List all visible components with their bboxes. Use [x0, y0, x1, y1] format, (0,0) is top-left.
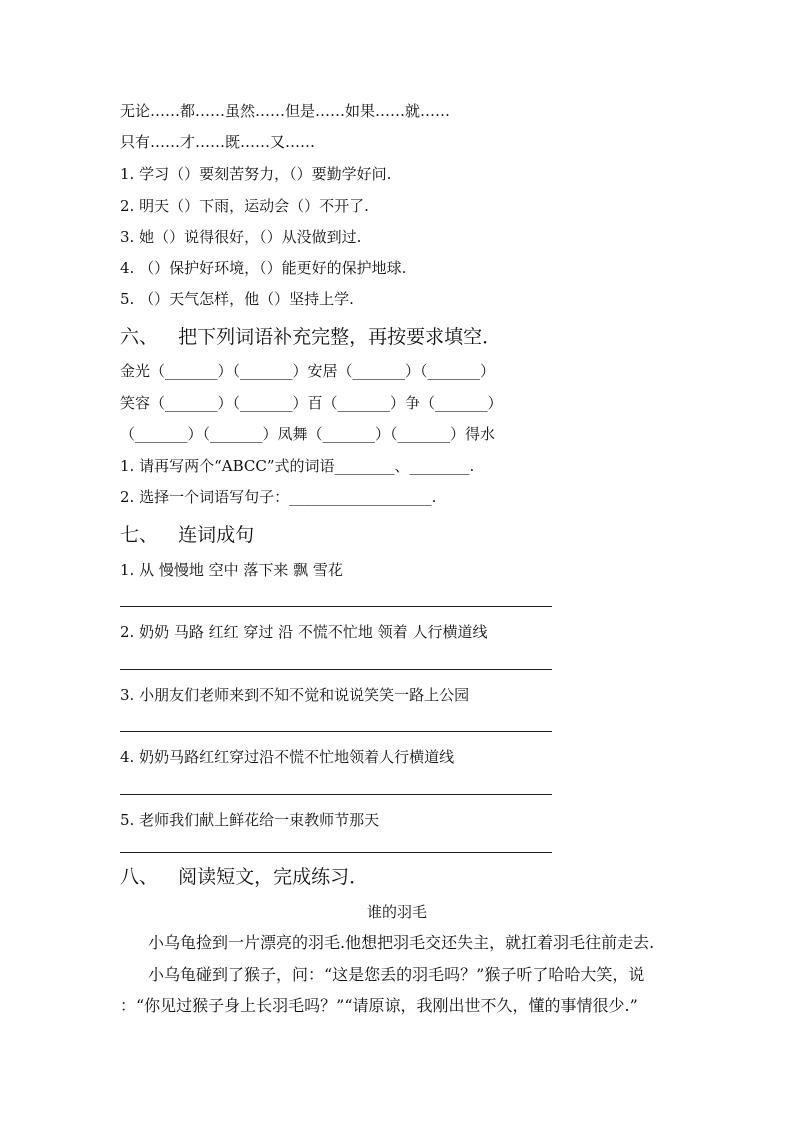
fill-connective-5: 5. （）天气怎样，他（）坚持上学. [120, 290, 354, 308]
sentence-item-2: 2. 奶奶 马路 红红 穿过 沿 不慌不忙地 领着 人行横道线 [120, 623, 488, 641]
fill-connective-2: 2. 明天（）下雨，运动会（）不开了. [120, 197, 369, 215]
story-title: 谁的羽毛 [366, 903, 427, 921]
word-row-3: （_______）（_______）凤舞（_______）（_______）得水 [120, 425, 496, 443]
fill-connective-3: 3. 她（）说得很好，（）从没做到过. [120, 228, 362, 246]
answer-line-2 [120, 669, 552, 670]
fill-connective-4: 4. （）保护好环境，（）能更好的保护地球. [120, 259, 407, 277]
abcc-question: 1. 请再写两个“ABCC”式的词语________、________. [120, 457, 475, 475]
sentence-item-1: 1. 从 慢慢地 空中 落下来 飘 雪花 [120, 561, 343, 579]
connectives-row-2: 只有……才……既……又…… [120, 133, 316, 151]
answer-line-1 [120, 606, 552, 607]
section-8-number: 八、 [120, 866, 159, 888]
story-paragraph-1: 小乌龟捡到一片漂亮的羽毛.他想把羽毛交还失主，就扛着羽毛往前走去. [148, 933, 655, 952]
section-7-heading [120, 522, 254, 548]
sentence-item-4: 4. 奶奶马路红红穿过沿不慌不忙地领着人行横道线 [120, 748, 455, 766]
sentence-item-3: 3. 小朋友们老师来到不知不觉和说说笑笑一路上公园 [120, 686, 470, 704]
word-row-2: 笑容（_______）（_______）百（_______）争（_______） [120, 394, 503, 412]
story-paragraph-3: ：“你见过猴子身上长羽毛吗？”“请原谅，我刚出世不久，懂的事情很少.” [120, 996, 638, 1015]
answer-line-4 [120, 794, 552, 795]
section-8-heading [120, 864, 368, 890]
section-6-heading [120, 324, 501, 350]
answer-line-5 [120, 852, 552, 853]
story-paragraph-2: 小乌龟碰到了猴子，问：“这是您丢的羽毛吗？”猴子听了哈哈大笑，说 [148, 965, 645, 984]
section-8-title: 阅读短文，完成练习． [178, 866, 369, 888]
connectives-row-1: 无论……都……虽然……但是……如果……就…… [120, 102, 451, 120]
sentence-item-5: 5. 老师我们献上鲜花给一束教师节那天 [120, 811, 380, 829]
section-7-number: 七、 [120, 524, 159, 546]
section-6-title: 把下列词语补充完整，再按要求填空． [178, 326, 502, 348]
answer-line-3 [120, 731, 552, 732]
sentence-question: 2. 选择一个词语写句子：___________________. [120, 488, 437, 506]
section-6-number: 六、 [120, 326, 159, 348]
fill-connective-1: 1. 学习（）要刻苦努力，（）要勤学好问. [120, 165, 392, 183]
section-7-title: 连词成句 [178, 524, 255, 546]
word-row-1: 金光（_______）（_______）安居（_______）（_______） [120, 362, 496, 380]
